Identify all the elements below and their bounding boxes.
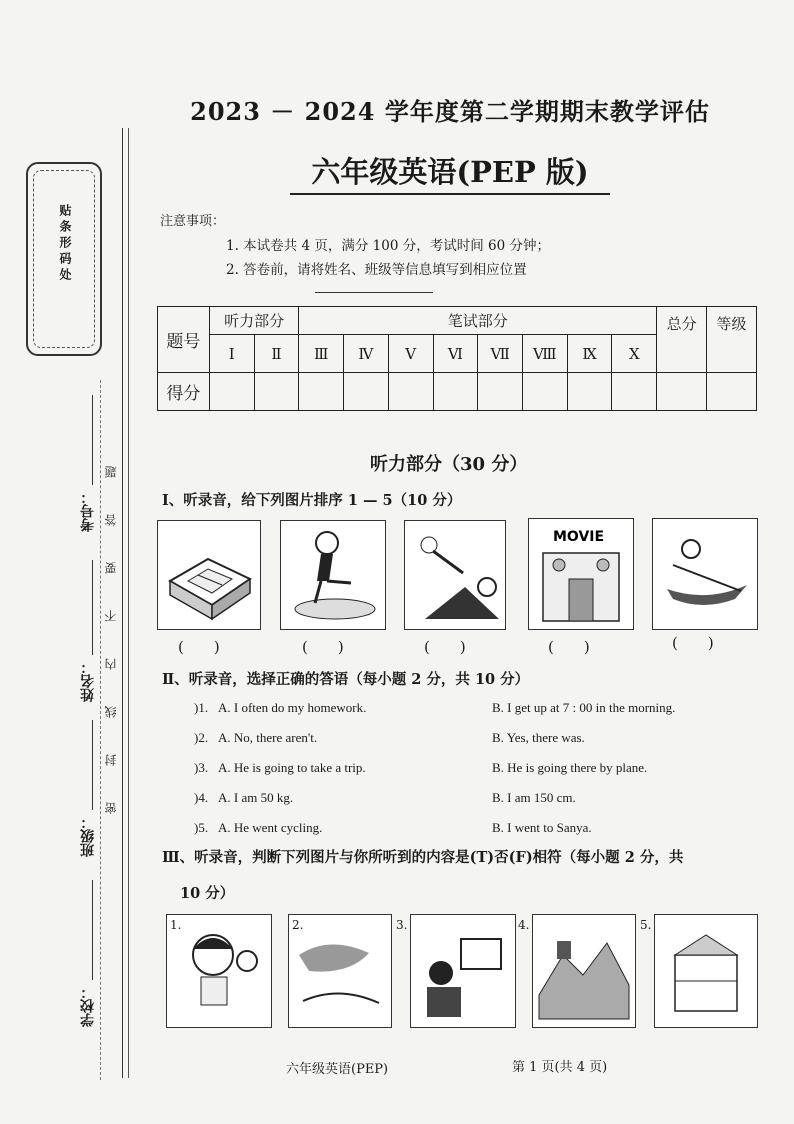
- listening-header: 听力部分: [209, 307, 298, 335]
- answer-blank-3[interactable]: ( ): [424, 638, 466, 656]
- part1-heading: Ⅰ、听录音，给下列图片排序 1 — 5（10 分）: [162, 492, 462, 509]
- score-cell[interactable]: [344, 373, 389, 411]
- computer-desk-picture: [410, 914, 516, 1028]
- option-b: B. I went to Sanya.: [492, 820, 592, 835]
- exam-subtitle: 六年级英语(PEP 版): [290, 150, 610, 195]
- water-scene-picture: [288, 914, 392, 1028]
- exam-title: 2023 － 2024 学年度第二学期期末教学评估: [190, 97, 710, 126]
- score-cell[interactable]: [567, 373, 612, 411]
- building-picture: [654, 914, 758, 1028]
- numeral-cell: Ⅸ: [567, 335, 612, 373]
- numeral-cell: Ⅰ: [209, 335, 254, 373]
- rowing-picture: [652, 518, 758, 630]
- answer-blank-1[interactable]: ( ): [178, 638, 220, 656]
- exam-no-field[interactable]: [92, 395, 93, 485]
- school-field[interactable]: [92, 880, 93, 980]
- picture-number-3: 3.: [396, 918, 408, 932]
- picture-number-5: 5.: [640, 918, 652, 932]
- exam-no-label: 考号：: [80, 490, 96, 532]
- score-cell[interactable]: [478, 373, 523, 411]
- cycling-fall-picture: [404, 520, 506, 630]
- class-label: 班级：: [80, 815, 96, 857]
- numeral-cell: Ⅱ: [254, 335, 299, 373]
- seal-dashed-line: [100, 380, 101, 1080]
- option-a: A. I often do my homework.: [218, 700, 367, 715]
- stadium-picture: [157, 520, 261, 630]
- answer-blank-4[interactable]: ( ): [548, 638, 590, 656]
- svg-text:MOVIE: MOVIE: [553, 529, 605, 545]
- name-field[interactable]: [92, 560, 93, 655]
- notes-heading: 注意事项：: [160, 214, 226, 229]
- score-table: [157, 306, 757, 411]
- option-b: B. He is going there by plane.: [492, 760, 648, 775]
- grade-header: 等级: [707, 307, 757, 373]
- part3-heading-cont: 10 分）: [180, 885, 235, 902]
- option-b: B. Yes, there was.: [492, 730, 585, 745]
- option-b: B. I get up at 7 : 00 in the morning.: [492, 700, 676, 715]
- name-label: 姓名：: [80, 660, 96, 702]
- numeral-cell: Ⅵ: [433, 335, 478, 373]
- seal-text: 密封线内不要答题: [104, 430, 118, 814]
- grade-cell[interactable]: [707, 373, 757, 411]
- score-cell[interactable]: [612, 373, 657, 411]
- note-2: 2. 答卷前，请将姓名、班级等信息填写到相应位置: [226, 262, 527, 278]
- tennis-boy-picture: [166, 914, 272, 1028]
- question-number: )2.: [194, 730, 209, 745]
- option-a: A. He went cycling.: [218, 820, 323, 835]
- score-cell[interactable]: [388, 373, 433, 411]
- class-field[interactable]: [92, 720, 93, 810]
- writing-header: 笔试部分: [299, 307, 657, 335]
- movie-theater-picture: [528, 518, 634, 630]
- numeral-cell: Ⅶ: [478, 335, 523, 373]
- numeral-cell: Ⅲ: [299, 335, 344, 373]
- numeral-cell: Ⅳ: [344, 335, 389, 373]
- question-number: )5.: [194, 820, 209, 835]
- note-1: 1. 本试卷共 4 页，满分 100 分，考试时间 60 分钟；: [226, 238, 550, 254]
- barcode-label: 贴条形码处: [58, 204, 72, 284]
- score-cell[interactable]: [433, 373, 478, 411]
- score-cell[interactable]: [523, 373, 568, 411]
- part2-heading: Ⅱ、听录音，选择正确的答语（每小题 2 分，共 10 分）: [162, 671, 530, 688]
- binding-line: [122, 128, 123, 1078]
- divider: [315, 292, 433, 293]
- numeral-cell: Ⅴ: [388, 335, 433, 373]
- part3-heading: Ⅲ、听录音，判断下列图片与你所听到的内容是(T)否(F)相符（每小题 2 分，共: [162, 849, 684, 866]
- picture-number-2: 2.: [292, 918, 304, 932]
- answer-blank-5[interactable]: ( ): [672, 634, 714, 652]
- binding-line-inner: [128, 128, 129, 1078]
- option-a: A. I am 50 kg.: [218, 790, 294, 805]
- listening-section-title: 听力部分（30 分）: [370, 454, 528, 475]
- question-no-header: 题号: [158, 307, 210, 373]
- footer-page: 第 1 页(共 4 页): [512, 1060, 608, 1075]
- total-header: 总分: [657, 307, 707, 373]
- footer-subject: 六年级英语(PEP): [286, 1062, 389, 1077]
- option-a: A. No, there aren't.: [218, 730, 318, 745]
- score-cell[interactable]: [299, 373, 344, 411]
- score-cell[interactable]: [209, 373, 254, 411]
- picture-number-1: 1.: [170, 918, 182, 932]
- option-a: A. He is going to take a trip.: [218, 760, 366, 775]
- option-b: B. I am 150 cm.: [492, 790, 576, 805]
- score-row-label: 得分: [158, 373, 210, 411]
- numeral-cell: Ⅹ: [612, 335, 657, 373]
- skating-picture: [280, 520, 386, 630]
- numeral-cell: Ⅷ: [523, 335, 568, 373]
- question-number: )1.: [194, 700, 209, 715]
- answer-blank-2[interactable]: ( ): [302, 638, 344, 656]
- question-number: )4.: [194, 790, 209, 805]
- total-score-cell[interactable]: [657, 373, 707, 411]
- score-cell[interactable]: [254, 373, 299, 411]
- barcode-area: [26, 162, 102, 356]
- great-wall-picture: [532, 914, 636, 1028]
- school-label: 学校：: [80, 985, 96, 1027]
- picture-number-4: 4.: [518, 918, 530, 932]
- question-number: )3.: [194, 760, 209, 775]
